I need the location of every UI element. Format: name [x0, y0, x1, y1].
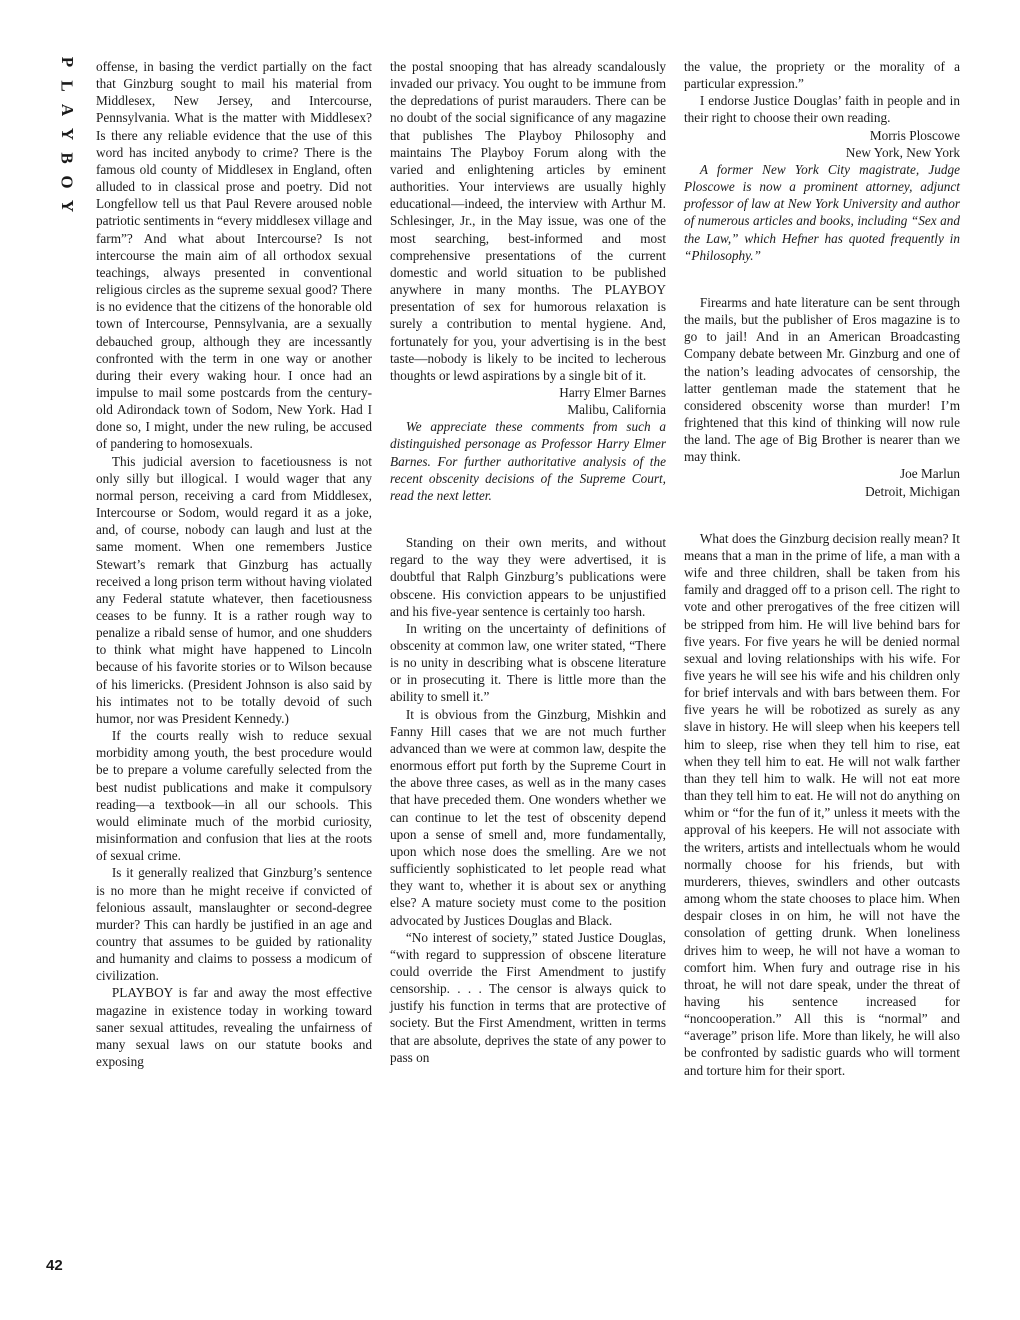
- paragraph: the value, the propriety or the morality of a particular expression.”: [684, 59, 960, 92]
- runner-letter: A: [58, 103, 77, 117]
- letter-signature: Harry Elmer Barnes: [559, 384, 666, 400]
- paragraph: Standing on their own merits, and without regard to the way they were advertised, it is doubtful that Ralph Ginzburg’s publications were obscene. His conviction appears to be unjustified and his five-year sentence is certainly too harsh.: [390, 535, 666, 619]
- letter-signature: Morris Ploscowe: [869, 127, 960, 143]
- paragraph: “No interest of society,” stated Justice Douglas, “with regard to suppression of obscene literature could override the First Amendment to justify censorship. . . . The censor is always quick to justify his function in terms that are protective of society. But the First Amendment, written in terms that are absolute, deprives the state of any power to pass on: [390, 929, 666, 1065]
- paragraph: offense, in basing the verdict partially on the fact that Ginzburg sought to mail his material from Middlesex, New Jersey, and Intercourse, Pennsylvania. What is the matter with Middlesex? Is there any reliable evidence that the use of this word has incited anybody to crime? There is the famous old county of Middlesex in England, often alluded to in classical prose and poetry. Did not Longfellow tell us that Paul Revere aroused noble patriotic sentiments in “every middlesex village and farm”? And what about Intercourse? Is not intercourse the main aim of all orthodox sexual teachings, always presented in conventional religious circles as the supreme sexual good? There is no evidence that the citizens of the honorable old town of Intercourse, Pennsylvania, are a sexually debauched group, although they are incessantly confronted with the term in one way or another during their every waking hour. I once had an impulse to mail some postcards from the century-old Adirondack town of Sodom, New York. Had I done so, I might, under the new ruling, be accused of pandering to homosexuals.: [96, 59, 372, 452]
- magazine-runner: [54, 50, 80, 218]
- paragraph: I endorse Justice Douglas’ faith in people and in their right to choose their own reading.: [684, 93, 960, 126]
- paragraph: Is it generally realized that Ginzburg’s sentence is no more than he might receive if convicted of felonious assault, manslaughter or second-degree murder? This can hardly be justified in an age and country that assumes to be guided by rationality and humanity and claims to possess a modicum of civilization.: [96, 865, 372, 984]
- paragraph: the postal snooping that has already scandalously invaded our privacy. You ought to be immune from the depredations of purist marauders. There can be no doubt of the social significance of any magazine that publishes The Playboy Philosophy and maintains The Playboy Forum along with the varied and enlightening articles by eminent authorities. Your interviews are usually highly educational—indeed, the interview with Arthur M. Schlesinger, Jr., in the May issue, was one of the most searching, best-informed and most comprehensive presentations of the current domestic and world situation to be published anywhere in many months. The PLAYBOY presentation of sex for humorous relaxation is surely a contribution to mental hygiene. And, fortunately for you, your advertising is in the best taste—nobody is likely to be incited to lecherous thoughts or lewd aspirations by a single bit of it.: [390, 59, 666, 383]
- letter-location: Detroit, Michigan: [865, 483, 960, 499]
- runner-letter: Y: [58, 127, 77, 141]
- letter-signature: Joe Marlun: [900, 466, 960, 482]
- letter-location: New York, New York: [845, 144, 960, 160]
- editor-reply: A former New York City magistrate, Judge Ploscowe is now a prominent attorney, adjunct professor of law at New York University and author of numerous articles and books, including “Sex and the Law,” which Hefner has quoted frequently in “Philosophy.”: [684, 161, 960, 263]
- page-number: 42: [46, 1257, 63, 1274]
- paragraph: Firearms and hate literature can be sent through the mails, but the publisher of Eros magazine is to go to jail! And in an American Broadcasting Company debate between Mr. Ginzburg and one of the nation’s leading advocates of censorship, the latter gentleman made the statement that he considered obscenity worse than murder! I’m frightened that this kind of thinking will now rule the land. The age of Big Brother is nearer than we may think.: [684, 294, 960, 465]
- paragraph: If the courts really wish to reduce sexual morbidity among youth, the best procedure would be to prepare a volume carefully selected from the best nudist publications and make it compulsory reading—a textbook—in all our schools. This would eliminate much of the morbid curiosity, misinformation and confusion that lies at the roots of sexual crime.: [96, 728, 372, 864]
- paragraph: It is obvious from the Ginzburg, Mishkin and Fanny Hill cases that we are not much further advanced than we were at common law, despite the enormous effort put forth by the Supreme Court in the above three cases, as well as in the many cases that have preceded them. One wonders whether we can continue to let the test of obscenity depend upon a sense of smell and, more fundamentally, upon which nose does the smelling. Are we not sufficiently sophisticated to let people read what they want to, whether it is about sex or anything else? A mature society must come to the position advocated by Justices Douglas and Black.: [390, 706, 666, 928]
- runner-letter: Y: [58, 199, 77, 213]
- paragraph: PLAYBOY is far and away the most effective magazine in existence today in working toward saner sexual attitudes, revealing the unfairness of many sexual laws on our statute books and exposing: [96, 985, 372, 1070]
- paragraph: In writing on the uncertainty of definitions of obscenity at common law, one writer stated, “There is no unity in describing what is obscene literature or in prosecuting it. There is little more than the ability to smell it.”: [390, 620, 666, 705]
- runner-letter: L: [58, 80, 77, 92]
- paragraph: This judicial aversion to facetiousness is not only silly but illogical. I would wager that any normal person, receiving a card from Middlesex, Intercourse or Sodom, would regard it as a joke, and, of course, nobody can laugh and lust at the same moment. When one remembers Justice Stewart’s remark that Ginzburg has actually received a long prison term without having violated any Federal statute whatever, then facetiousness ceases to be funny. It is a rather rough way to penalize a ribald sense of humor, and one shudders to think what might have happened to Lincoln because of his favorite stories or to Wilson because of his limericks. (President Johnson is also said by his intimates not to be totally devoid of such humor, nor was President Kennedy.): [96, 453, 372, 726]
- letter-location: Malibu, California: [567, 402, 666, 418]
- text-column-3: [684, 58, 960, 1079]
- editor-reply: We appreciate these comments from such a distinguished personage as Professor Harry Elmer Barnes. For further authoritative analysis of the recent obscenity decisions of the Supreme Court, read the next letter.: [390, 419, 666, 503]
- text-column-1: [96, 58, 372, 1070]
- runner-letter: P: [57, 56, 77, 68]
- runner-letter: O: [57, 175, 77, 189]
- runner-letter: B: [58, 152, 77, 164]
- text-column-2: [390, 58, 666, 1066]
- paragraph: What does the Ginzburg decision really mean? It means that a man in the prime of life, a man with a wife and three children, shall be taken from his family and dragged off to a prison cell. The right to vote and other prerogatives of the free citizen will be stripped from him. He will live behind bars for five years. For five years he will be denied normal sexual and loving relationships with his wife. For five years he will see his wife and his children only for brief intervals and with bars between them. For five years he will be robotized as surely as any slave in history. He will sleep when his keepers tell him to sleep, rise when they tell him to rise, eat when they tell him to eat. He will not walk farther than they tell him to walk. He will not eat more than they tell him to eat. He will not do anything on whim or “for the fun of it,” unless it meets with the approval of his keepers. He will not associate with the writers, artists and intellectuals whom he would normally choose for his friends, but with murderers, thieves, swindlers and other outcasts among whom the state chooses to place him. When despair closes in on him, he will not have the consolation of getting drunk. When loneliness drives him to weep, he will not have a woman to comfort him. When fury and outrage rise in his throat, he will not dare speak, under the threat of having his sentence increased for “noncooperation.” All this is “normal” and “average” prison life. More than likely, he will also be confronted by sadistic guards who will torment and torture him for their sport.: [684, 530, 960, 1078]
